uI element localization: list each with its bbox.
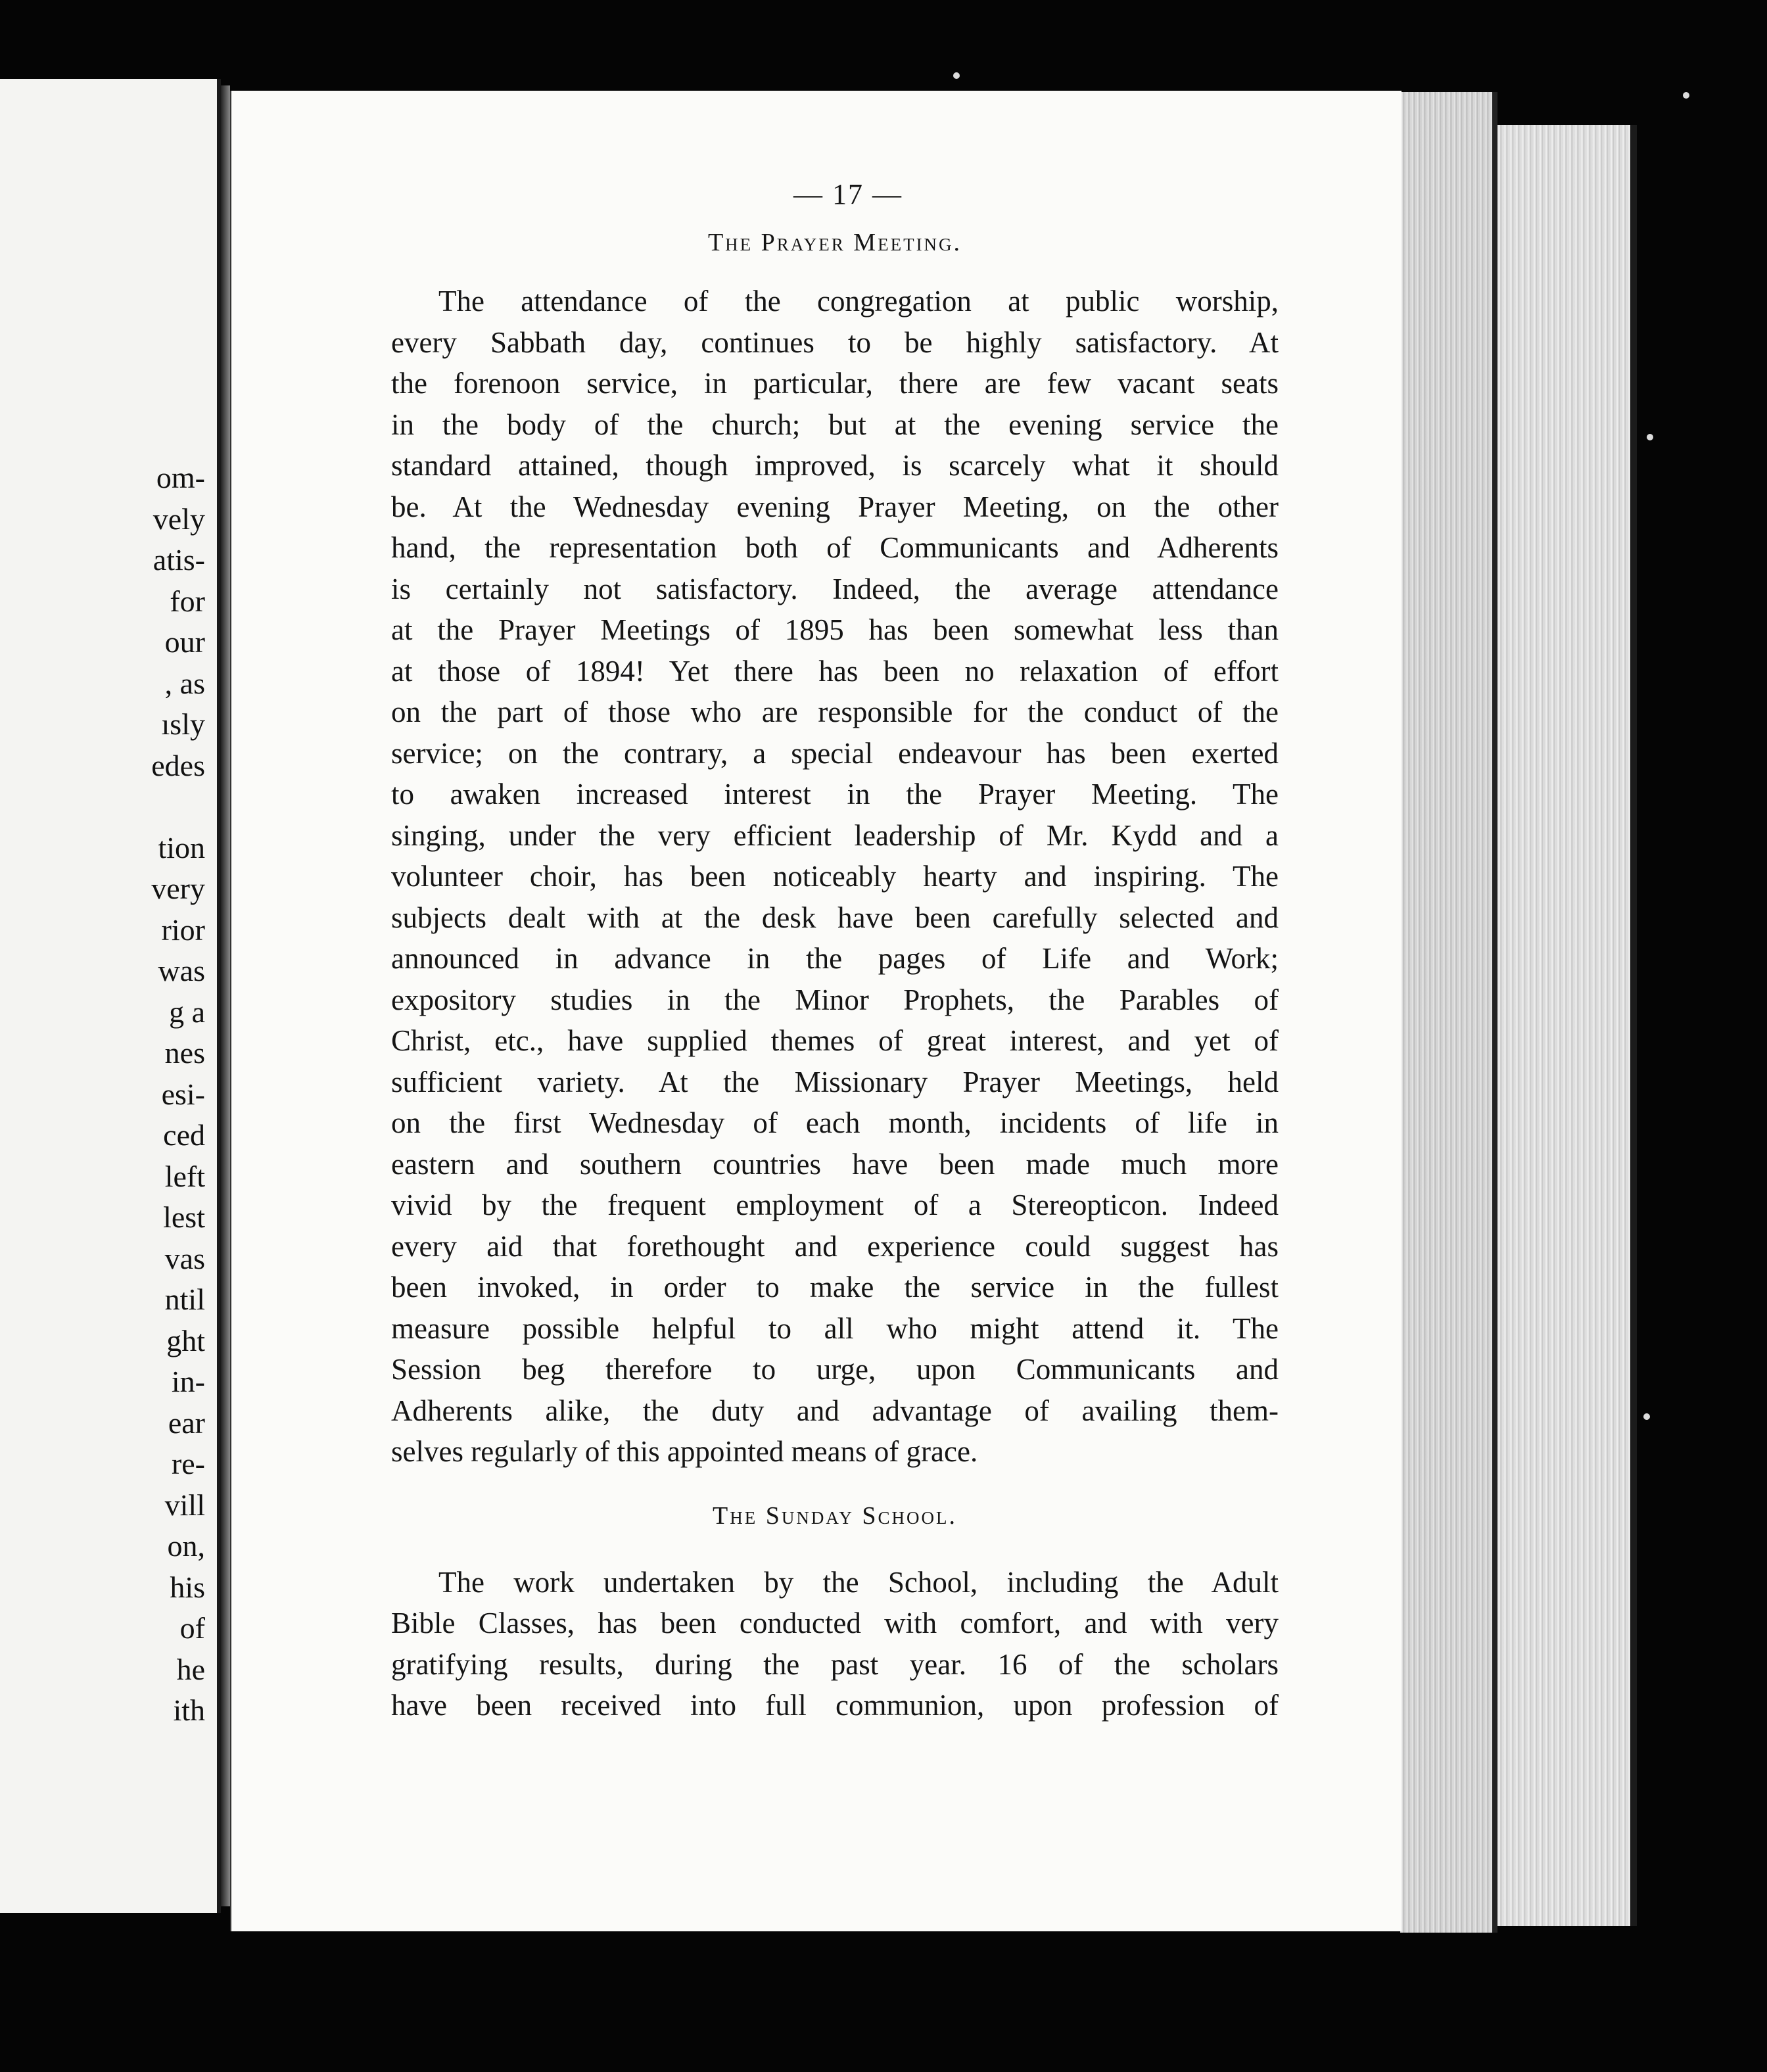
left-page-text-fragment: in- (171, 1365, 205, 1398)
left-page-text-fragment: ced (163, 1118, 205, 1152)
text-line: on the first Wednesday of each month, incidents of life in (391, 1106, 1279, 1139)
scan-speck (1683, 92, 1689, 99)
left-page-text-fragment: om- (156, 461, 205, 494)
text-line: announced in advance in the pages of Life and Work; (391, 942, 1279, 975)
text-line: Bible Classes, has been conducted with comfort, and with very (391, 1607, 1279, 1639)
left-page-text-fragment: his (170, 1570, 205, 1604)
page-text-block (391, 177, 1279, 1726)
left-page-text-fragment: , as (164, 666, 205, 700)
text-line: selves regularly of this appointed means of grace. (391, 1435, 978, 1468)
text-line: service; on the contrary, a special endeavour has been exerted (391, 736, 1279, 770)
left-page-text-fragment: very (151, 872, 205, 905)
text-line: measure possible helpful to all who might attend it. The (391, 1311, 1279, 1345)
section-body-prayer-meeting (391, 281, 1279, 1472)
section-heading-sunday-school: The Sunday School. (713, 1501, 957, 1530)
left-page-text-fragment: on, (167, 1529, 205, 1563)
left-page-text-fragment: he (176, 1652, 205, 1686)
text-line: is certainly not satisfactory. Indeed, the average attendance (391, 572, 1279, 605)
text-line: in the body of the church; but at the evening service the (391, 408, 1279, 441)
text-line: Adherents alike, the duty and advantage of availing them- (391, 1394, 1279, 1427)
left-page-text-fragment: ısly (161, 707, 205, 741)
text-line: The attendance of the congregation at public worship, (438, 285, 1279, 318)
left-page-text-fragment: edes (151, 748, 205, 782)
left-page-text-fragment: ght (166, 1323, 205, 1357)
text-line: subjects dealt with at the desk have been carefully selected and (391, 901, 1279, 934)
left-page-text-fragment: re- (171, 1447, 205, 1480)
text-line: every Sabbath day, continues to be highly satisfactory. At (391, 325, 1279, 359)
left-page-text-fragment: esi- (161, 1077, 205, 1111)
text-line: singing, under the very efficient leadership of Mr. Kydd and a (391, 818, 1279, 852)
section-body-sunday-school (391, 1562, 1279, 1726)
text-line: at those of 1894! Yet there has been no relaxation of effort (391, 654, 1279, 688)
text-line: on the part of those who are responsible for the conduct of the (391, 695, 1279, 728)
text-line: The work undertaken by the School, including the Adult (438, 1565, 1279, 1599)
left-page-text-fragment: ntil (164, 1283, 205, 1316)
text-line: expository studies in the Minor Prophets, the Parables of (391, 983, 1279, 1016)
left-page-text-fragment: atis- (153, 543, 205, 577)
text-line: eastern and southern countries have been made much more (391, 1147, 1279, 1181)
text-line: Session beg therefore to urge, upon Communicants and (391, 1353, 1279, 1386)
left-page-text-fragment: ith (173, 1693, 205, 1727)
book-gutter (221, 85, 230, 1906)
text-line: the forenoon service, in particular, there are few vacant seats (391, 367, 1279, 400)
text-line: every aid that forethought and experience could suggest has (391, 1229, 1279, 1263)
left-page-text-fragment: ear (168, 1405, 205, 1440)
page-number: — 17 — (793, 178, 903, 210)
left-page-text-fragment: left (164, 1159, 205, 1193)
left-page-text-fragment: g a (169, 995, 205, 1029)
text-line: have been received into full communion, upon profession of (391, 1689, 1279, 1722)
text-line: volunteer choir, has been noticeably hearty and inspiring. The (391, 860, 1279, 893)
left-page-text-fragment: nes (164, 1036, 205, 1070)
left-page-text-fragment: vill (164, 1488, 205, 1522)
page-block-edge (1400, 92, 1497, 1933)
text-line: be. At the Wednesday evening Prayer Meeting, on the other (391, 490, 1279, 523)
scan-speck (953, 72, 960, 79)
scan-speck (1643, 1413, 1650, 1420)
left-page-text-fragment: of (179, 1611, 205, 1645)
left-page-text-fragment: vas (164, 1241, 205, 1275)
text-line: vivid by the frequent employment of a Stereopticon. Indeed (391, 1189, 1279, 1221)
left-page-text-fragment: rior (161, 912, 205, 947)
left-page-text-fragment: lest (163, 1200, 205, 1234)
text-line: standard attained, though improved, is scarcely what it should (391, 449, 1279, 482)
left-page-text-fragment: tion (158, 830, 205, 864)
text-line: to awaken increased interest in the Prayer Meeting. The (391, 778, 1279, 811)
text-line: gratifying results, during the past year. 16 of the scholars (391, 1647, 1279, 1681)
left-page (0, 79, 221, 1913)
left-page-text-fragment: vely (153, 502, 205, 536)
text-line: at the Prayer Meetings of 1895 has been somewhat less than (391, 613, 1279, 646)
left-page-text-fragment: for (170, 584, 205, 618)
text-line: hand, the representation both of Communicants and Adherents (391, 531, 1279, 564)
section-heading-prayer-meeting: The Prayer Meeting. (707, 229, 962, 256)
scan-speck (1647, 434, 1653, 440)
left-page-text-fragment: our (164, 625, 205, 659)
left-page-text-fragment: was (158, 954, 205, 987)
text-line: Christ, etc., have supplied themes of great interest, and yet of (391, 1024, 1279, 1057)
text-line: sufficient variety. At the Missionary Prayer Meetings, held (391, 1065, 1279, 1098)
text-line: been invoked, in order to make the service in the fullest (391, 1271, 1279, 1304)
